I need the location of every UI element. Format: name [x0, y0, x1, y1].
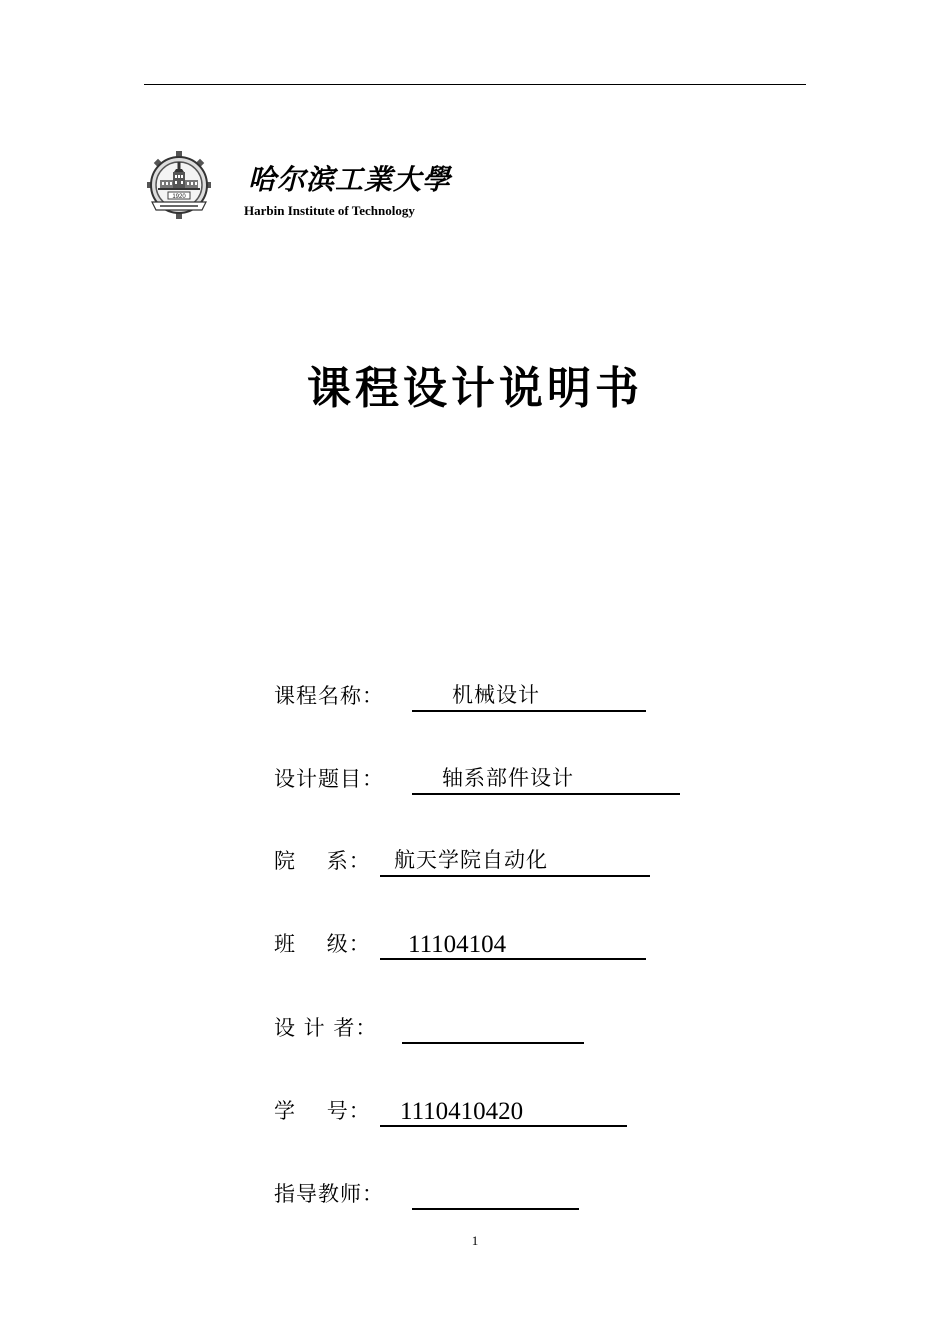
seal-year: 1920 [172, 194, 186, 200]
field-label: 课程名称： [274, 684, 384, 708]
field-value: 航天学院自动化 [394, 848, 548, 872]
university-seal-icon [146, 150, 212, 220]
field-value: 机械设计 [452, 683, 540, 707]
document-title: 课程设计说明书 [307, 363, 643, 414]
field-label: 指导教师： [274, 1182, 384, 1206]
field-underline [402, 1008, 584, 1044]
university-name-cn: 哈尔滨工業大學 [248, 163, 452, 196]
field-value: 11104104 [408, 931, 507, 958]
field-label: 院 系： [274, 849, 371, 873]
field-label: 设 计 者： [274, 1016, 378, 1040]
field-label: 设计题目： [274, 767, 384, 791]
field-label: 学 号： [274, 1099, 371, 1123]
field-value: 轴系部件设计 [442, 766, 574, 790]
field-underline [412, 1174, 579, 1210]
header-rule [144, 84, 806, 85]
page-number: 1 [471, 1233, 479, 1248]
field-label: 班 级： [274, 932, 371, 956]
field-value: 1110410420 [400, 1098, 524, 1125]
university-name-en: Harbin Institute of Technology [244, 203, 415, 218]
